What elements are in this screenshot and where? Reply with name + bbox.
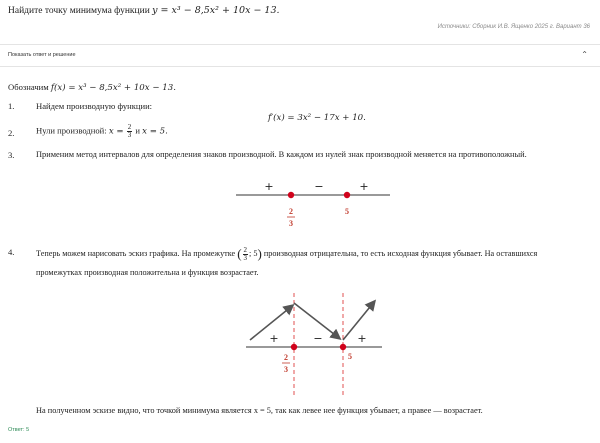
- interval-sep: ; 5: [249, 248, 258, 258]
- sketch-sign-plus-left: +: [269, 332, 279, 345]
- sketch-label-1-den: 3: [284, 365, 288, 374]
- step3-number: 3.: [8, 150, 15, 160]
- sign-label-2: 5: [345, 207, 349, 216]
- paren-open-icon: (: [237, 246, 242, 261]
- root1-num: 2: [127, 123, 132, 131]
- intro-label: Обозначим: [8, 82, 51, 92]
- sign-minus-middle: −: [314, 180, 324, 193]
- sketch-label-1-num: 2: [284, 353, 288, 362]
- source-note: Источники: Сборник И.В. Ященко 2025 г. Вариант 36: [437, 24, 590, 30]
- sketch-label-2: 5: [348, 352, 352, 361]
- root1-den: 3: [127, 131, 132, 139]
- interval-den: 3: [243, 253, 248, 262]
- sign-plus-left: +: [264, 180, 274, 193]
- derivative-formula: f′(x) = 3x² − 17x + 10.: [268, 113, 366, 123]
- root1-lhs: x =: [108, 126, 124, 137]
- step2-label: Нули производной:: [36, 125, 109, 136]
- step4-text-b: производная отрицательна, то есть исходная функция убывает. На оставшихся: [261, 248, 538, 258]
- step1-number: 1.: [8, 101, 15, 111]
- step3-text: Применим метод интервалов для определения знаков производной. В каждом из нулей знак производной меняется на противоположный.: [36, 150, 527, 159]
- step2-number: 2.: [8, 128, 15, 138]
- sketch-sign-minus: −: [313, 332, 323, 345]
- step4-text-a: Теперь можем нарисовать эскиз графика. На промежутке: [36, 248, 238, 258]
- sketch-point-1: [291, 344, 297, 350]
- step4-line2: промежутках производная положительна и функция возрастает.: [36, 268, 259, 277]
- root2: x = 5.: [142, 126, 168, 137]
- chevron-up-icon[interactable]: ⌃: [581, 50, 588, 59]
- and-word: и: [133, 125, 143, 136]
- sign-label-1-num: 2: [289, 207, 293, 216]
- step1-text: Найдем производную функции:: [36, 101, 153, 111]
- sketch-sign-plus-right: +: [357, 332, 367, 345]
- interval-num: 2: [243, 245, 248, 254]
- sign-plus-right: +: [359, 180, 369, 193]
- conclusion-text: На полученном эскизе видно, что точкой минимума является x = 5, так как левее нее функция убывает, а правее — возрастает.: [36, 406, 483, 415]
- sign-label-1-den: 3: [289, 219, 293, 228]
- paren-close-icon: ): [257, 246, 262, 261]
- show-solution-toggle[interactable]: Показать ответ и решение: [8, 52, 76, 58]
- answer-text: Ответ: 5: [8, 427, 30, 433]
- sketch-point-2: [340, 344, 346, 350]
- task-formula: y = x³ − 8,5x² + 10x − 13.: [152, 5, 280, 16]
- task-text: Найдите точку минимума функции: [8, 6, 153, 16]
- step4-number: 4.: [8, 247, 15, 257]
- intro-formula: f(x) = x³ − 8,5x² + 10x − 13.: [50, 83, 176, 93]
